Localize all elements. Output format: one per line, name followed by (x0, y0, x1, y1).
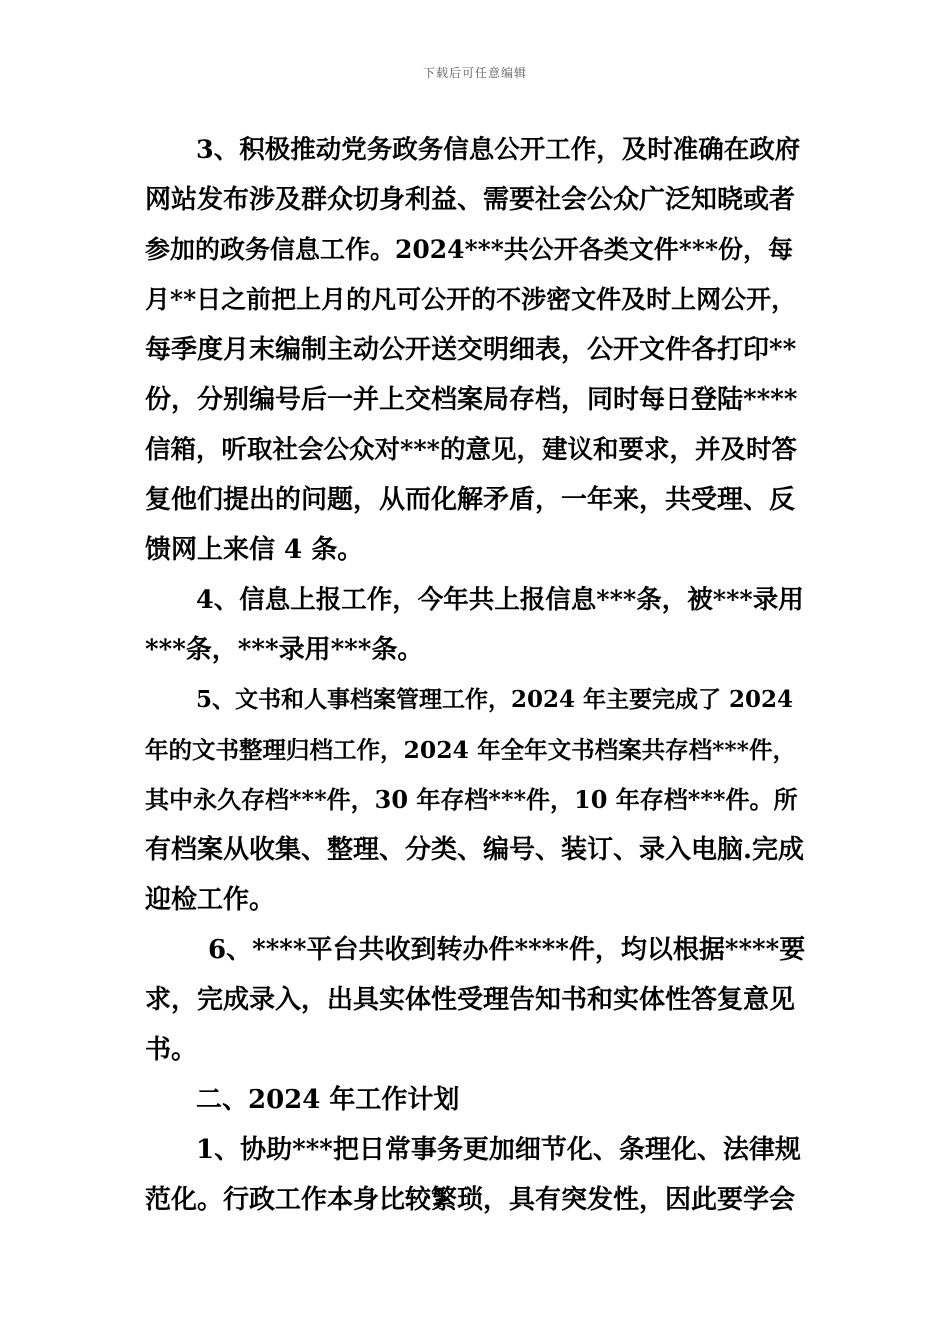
text-line: 5、文书和人事档案管理工作，2024 年主要完成了 2024 (196, 686, 794, 713)
text-line: 网站发布涉及群众切身利益、需要社会公众广泛知晓或者 (145, 185, 796, 215)
text-line: 书。 (145, 1035, 198, 1065)
text-line: 迎检工作。 (145, 885, 276, 915)
text-line: 求，完成录入，出具实体性受理告知书和实体性答复意见 (145, 985, 796, 1015)
text-line: 馈网上来信 4 条。 (145, 535, 364, 565)
page-header-note: 下载后可任意编辑 (422, 66, 527, 80)
text-line: ***条，***录用***条。 (145, 635, 424, 665)
text-line: 复他们提出的问题，从而化解矛盾，一年来，共受理、反 (145, 485, 796, 515)
text-line: 月**日之前把上月的凡可公开的不涉密文件及时上网公开， (145, 285, 797, 314)
text-line: 1、协助***把日常事务更加细节化、条理化、法律规 (196, 1135, 801, 1165)
text-line: 范化。行政工作本身比较繁琐，具有突发性，因此要学会 (145, 1185, 796, 1215)
text-line: 年的文书整理归档工作，2024 年全年文书档案共存档***件， (145, 736, 796, 764)
text-line: 每季度月末编制主动公开送交明细表，公开文件各打印** (145, 335, 797, 365)
text-line: 4、信息上报工作，今年共上报信息***条，被***录用 (196, 585, 804, 615)
text-line: 其中永久存档***件，30 年存档***件，10 年存档***件。所 (145, 785, 798, 814)
text-line: 有档案从收集、整理、分类、编号、装订、录入电脑.完成 (145, 835, 805, 865)
text-line: 6、****平台共收到转办件****件，均以根据****要 (208, 935, 806, 965)
text-line: 参加的政务信息工作。2024***共公开各类文件***份，每 (145, 235, 794, 264)
section-heading: 二、2024 年工作计划 (196, 1085, 460, 1115)
text-line: 份，分别编号后一并上交档案局存档，同时每日登陆**** (145, 385, 798, 415)
text-line: 3、积极推动党务政务信息公开工作，及时准确在政府 (196, 135, 801, 165)
text-line: 信箱，听取社会公众对***的意见，建议和要求，并及时答 (145, 435, 798, 465)
